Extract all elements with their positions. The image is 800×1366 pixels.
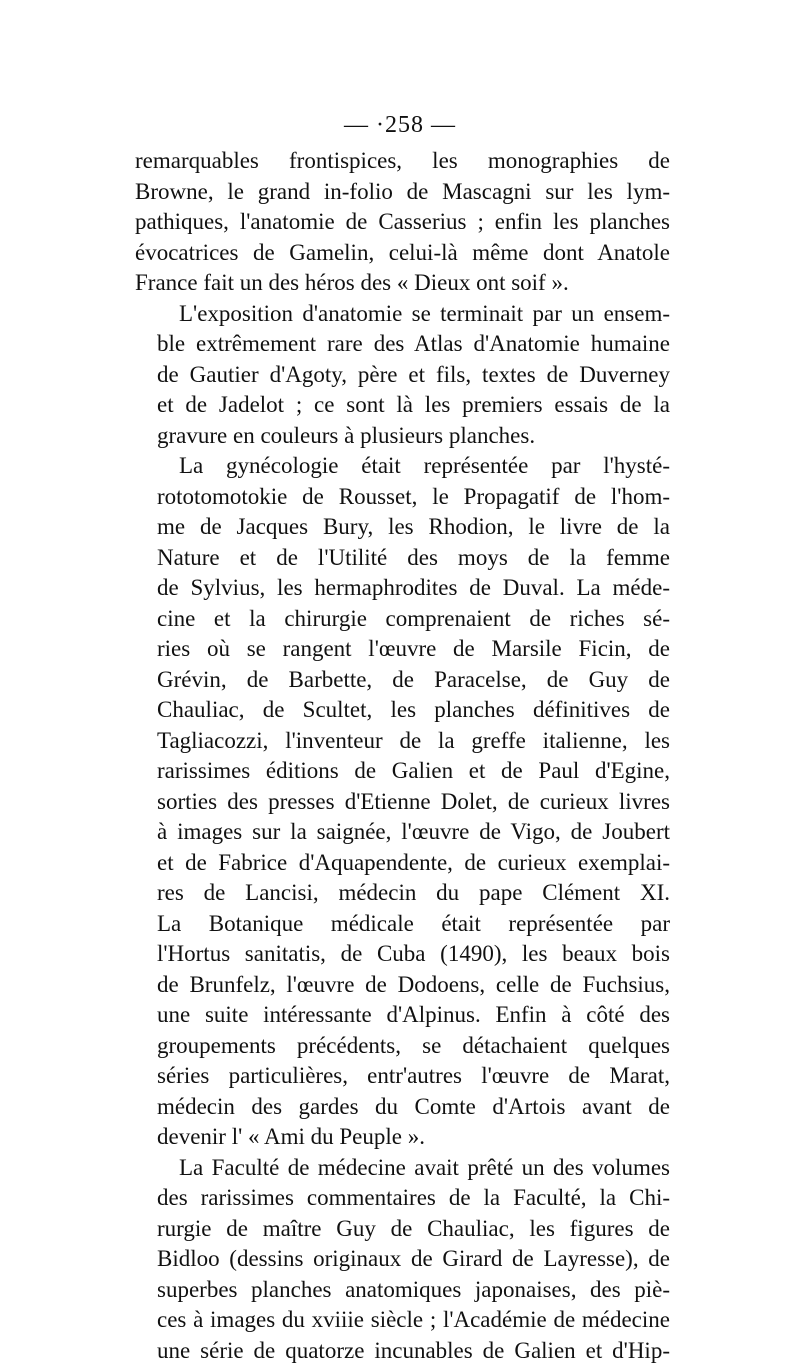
text-line: cine et la chirurgie comprenaient de riches sé-: [135, 604, 670, 635]
text-line: et de Fabrice d'Aquapendente, de curieux exemplai-: [135, 848, 670, 879]
text-line: rototomotokie de Rousset, le Propagatif de l'hom-: [135, 482, 670, 513]
paragraph-1: [135, 146, 670, 299]
text-line: Bidloo (dessins originaux de Girard de Layresse), de: [135, 1244, 670, 1275]
text-line: res de Lancisi, médecin du pape Clément XI.: [135, 878, 670, 909]
text-line: La gynécologie était représentée par l'hysté-: [135, 451, 670, 482]
text-line: rurgie de maître Guy de Chauliac, les figures de: [135, 1214, 670, 1245]
text-line: France fait un des héros des « Dieux ont soif ».: [135, 268, 670, 299]
text-line: Nature et de l'Utilité des moys de la femme: [135, 543, 670, 574]
text-line: L'exposition d'anatomie se terminait par un ensem-: [135, 299, 670, 330]
text-line: de Brunfelz, l'œuvre de Dodoens, celle de Fuchsius,: [135, 970, 670, 1001]
text-line: de Sylvius, les hermaphrodites de Duval. La méde-: [135, 573, 670, 604]
text-line: me de Jacques Bury, les Rhodion, le livre de la: [135, 512, 670, 543]
text-line: rarissimes éditions de Galien et de Paul d'Egine,: [135, 756, 670, 787]
text-line: une suite intéressante d'Alpinus. Enfin à côté des: [135, 1000, 670, 1031]
text-line: médecin des gardes du Comte d'Artois avant de: [135, 1092, 670, 1123]
text-line: de Gautier d'Agoty, père et fils, textes de Duverney: [135, 360, 670, 391]
text-line: Chauliac, de Scultet, les planches définitives de: [135, 695, 670, 726]
text-line: à images sur la saignée, l'œuvre de Vigo, de Joubert: [135, 817, 670, 848]
text-line: l'Hortus sanitatis, de Cuba (1490), les beaux bois: [135, 939, 670, 970]
text-line: ries où se rangent l'œuvre de Marsile Ficin, de: [135, 634, 670, 665]
text-line: évocatrices de Gamelin, celui-là même dont Anatole: [135, 238, 670, 269]
text-line: Browne, le grand in-folio de Mascagni sur les lym-: [135, 177, 670, 208]
text-line: pathiques, l'anatomie de Casserius ; enfin les planches: [135, 207, 670, 238]
paragraph-3: [135, 451, 670, 1153]
paragraph-4: [135, 1153, 670, 1366]
paragraph-2: [135, 299, 670, 452]
text-line: Tagliacozzi, l'inventeur de la greffe italienne, les: [135, 726, 670, 757]
body-text: [135, 146, 670, 1366]
text-line: et de Jadelot ; ce sont là les premiers essais de la: [135, 390, 670, 421]
text-line: devenir l' « Ami du Peuple ».: [135, 1122, 670, 1153]
text-line: ble extrêmement rare des Atlas d'Anatomie humaine: [135, 329, 670, 360]
text-line: remarquables frontispices, les monographies de: [135, 146, 670, 177]
text-line: sorties des presses d'Etienne Dolet, de curieux livres: [135, 787, 670, 818]
page-number: — ·258 —: [0, 112, 800, 139]
text-line: Grévin, de Barbette, de Paracelse, de Guy de: [135, 665, 670, 696]
text-line: séries particulières, entr'autres l'œuvre de Marat,: [135, 1061, 670, 1092]
text-line: groupements précédents, se détachaient quelques: [135, 1031, 670, 1062]
text-line: La Faculté de médecine avait prêté un des volumes: [135, 1153, 670, 1184]
text-line: des rarissimes commentaires de la Faculté, la Chi-: [135, 1183, 670, 1214]
text-line: ces à images du xviiie siècle ; l'Académie de médecine: [135, 1305, 670, 1336]
text-line: superbes planches anatomiques japonaises, des piè-: [135, 1275, 670, 1306]
text-line: La Botanique médicale était représentée par: [135, 909, 670, 940]
text-line: gravure en couleurs à plusieurs planches.: [135, 421, 670, 452]
text-line: une série de quatorze incunables de Galien et d'Hip-: [135, 1336, 670, 1366]
